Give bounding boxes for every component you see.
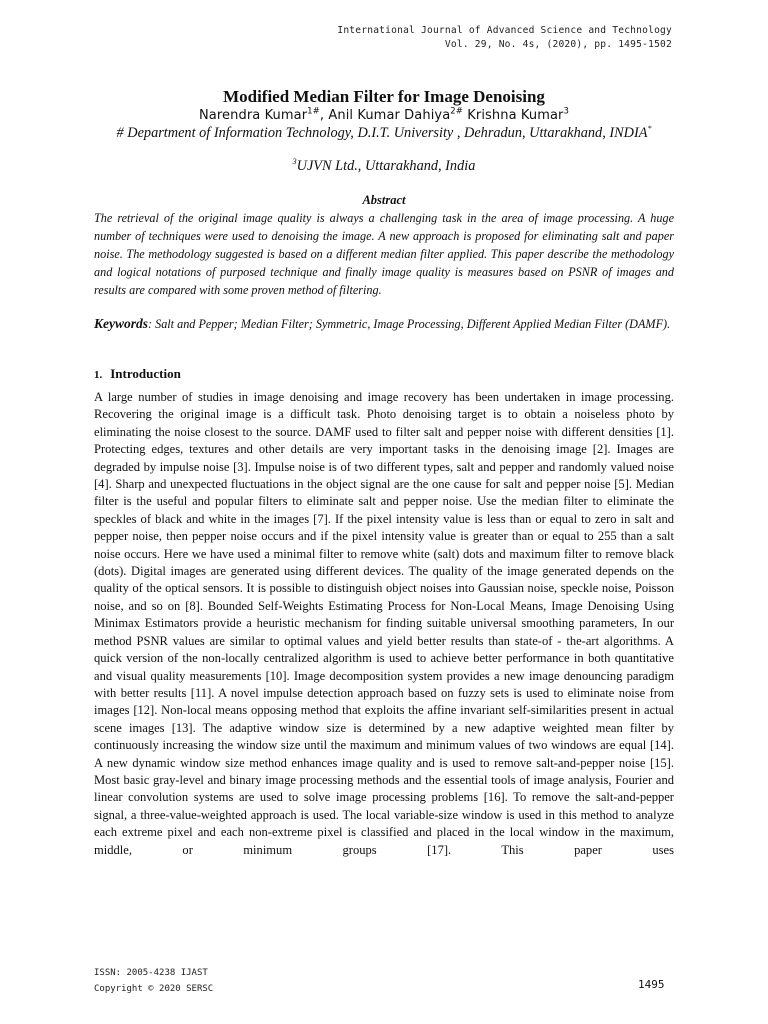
journal-header bbox=[337, 24, 672, 52]
abstract-heading: Abstract bbox=[362, 193, 406, 207]
section-number: 1. bbox=[94, 369, 103, 381]
author-mark: 1# bbox=[307, 106, 320, 117]
affiliation-2-text: UJVN Ltd., Uttarakhand, India bbox=[296, 158, 476, 174]
journal-name: International Journal of Advanced Science and Technology bbox=[337, 25, 672, 36]
affiliation-1 bbox=[100, 125, 668, 142]
affiliation-2 bbox=[0, 158, 768, 175]
introduction-body: A large number of studies in image denoising and image recovery has been undertaken in image processing. Recovering the original image is a difficult task. Photo denoising target is to obtain a noiseless photo by eliminating the noise closest to the source. DAMF used to filter salt and pepper noise with different densities [1]. Protecting edges, textures and other details are very important tasks in the denoising image [2]. Images are degraded by impulse noise [3]. Impulse noise is of two different types, salt and pepper and randomly valued noise [4]. Sharp and unexpected fluctuations in the object signal are the one cause for salt and pepper noise [5]. Median filter is the useful and popular filters to eliminate salt and pepper noise. Use the median filter to eliminate the speckles of black and white in the images [7]. If the pixel intensity value is less than or equal to zero in salt and pepper noise, then pepper noise occurs and if the pixel intensity value is greater than or equal to 255 than a salt noise occurs. Here we have used a minimal filter to remove white (salt) dots and maximum filter to remove black (dots). Digital images are generated using different devices. The quality of the image generated depends on the quality of the optical sensors. It is possible to distinguish object noises into Gaussian noise, speckle noise, Poisson noise, and so on [8]. Bounded Self-Weights Estimating Process for Non-Local Means, Image Denoising Using Minimax Estimators provide a heuristic mechanism for finding suitable universal smoothing parameters, In our method PSNR values are similar to optimal values and yield better results than state-of - the-art algorithms. A quick version of the non-locally centralized algorithm is used to achieve better performance in both quantitative and visual quality measurements [10]. Image decomposition system provides a new image denouncing paradigm with better results [11]. A novel impulse detection approach based on fuzzy sets is used to eliminate noise from images [12]. Non-local means opposing method that exploits the affine invariant self-similarities present in actual scene images [13]. The adaptive window size is determined by a new adaptive weighted mean filter by continuously increasing the window size until the maximum and minimum values of two windows are equal [14]. A new dynamic window size method enhances image quality and is used to remove salt-and-pepper noise [15]. Most basic gray-level and binary image processing methods and the essential tools of image analysis, Fourier and linear convolution systems are used to solve image processing problems [16]. To remove the salt-and-pepper signal, a three-value-weighted approach is used. The local variable-size window is used in this method to analyze each extreme pixel and each non-extreme pixel is classified and placed in the local window in the maximum, middle, or minimum groups [17]. This paper uses bbox=[94, 390, 674, 857]
author-mark: 2# bbox=[450, 106, 464, 117]
footer-copyright: Copyright © 2020 SERSC bbox=[94, 984, 214, 994]
author-list bbox=[0, 107, 768, 124]
keywords-text: : Salt and Pepper; Median Filter; Symmetric, Image Processing, Different Applied Median Filter (DAMF). bbox=[148, 317, 671, 331]
paper-title: Modified Median Filter for Image Denoising bbox=[223, 87, 545, 106]
journal-issue: Vol. 29, No. 4s, (2020), pp. 1495-1502 bbox=[444, 39, 672, 50]
footer bbox=[94, 965, 213, 997]
keywords bbox=[94, 315, 674, 334]
footer-issn: ISSN: 2005-4238 IJAST bbox=[94, 968, 208, 978]
author-name: Krishna Kumar bbox=[467, 108, 564, 123]
affiliation-1-mark: * bbox=[647, 124, 652, 134]
author-mark: 3 bbox=[563, 106, 569, 117]
section-heading bbox=[94, 365, 181, 384]
section-title: Introduction bbox=[110, 366, 181, 381]
page-number: 1495 bbox=[638, 978, 665, 991]
keywords-label: Keywords bbox=[94, 316, 148, 331]
affiliation-1-text: # Department of Information Technology, D.I.T. University , Dehradun, Uttarakhand, INDIA bbox=[116, 125, 648, 141]
abstract-text: The retrieval of the original image quality is always a challenging task in the area of image processing. A huge number of techniques were used to denoising the image. A new approach is proposed for eliminating salt and paper noise. The methodology suggested is based on a different median filter applied. This paper describe the methodology and logical notations of purposed technique and finally image quality is measures based on PSNR of images and results are compared with some proven method of filtering. bbox=[94, 211, 674, 297]
author-name: Anil Kumar Dahiya bbox=[328, 108, 451, 123]
author-name: Narendra Kumar bbox=[198, 108, 308, 123]
author-separator: , bbox=[319, 108, 329, 123]
affiliation-2-mark: 3 bbox=[292, 157, 297, 167]
